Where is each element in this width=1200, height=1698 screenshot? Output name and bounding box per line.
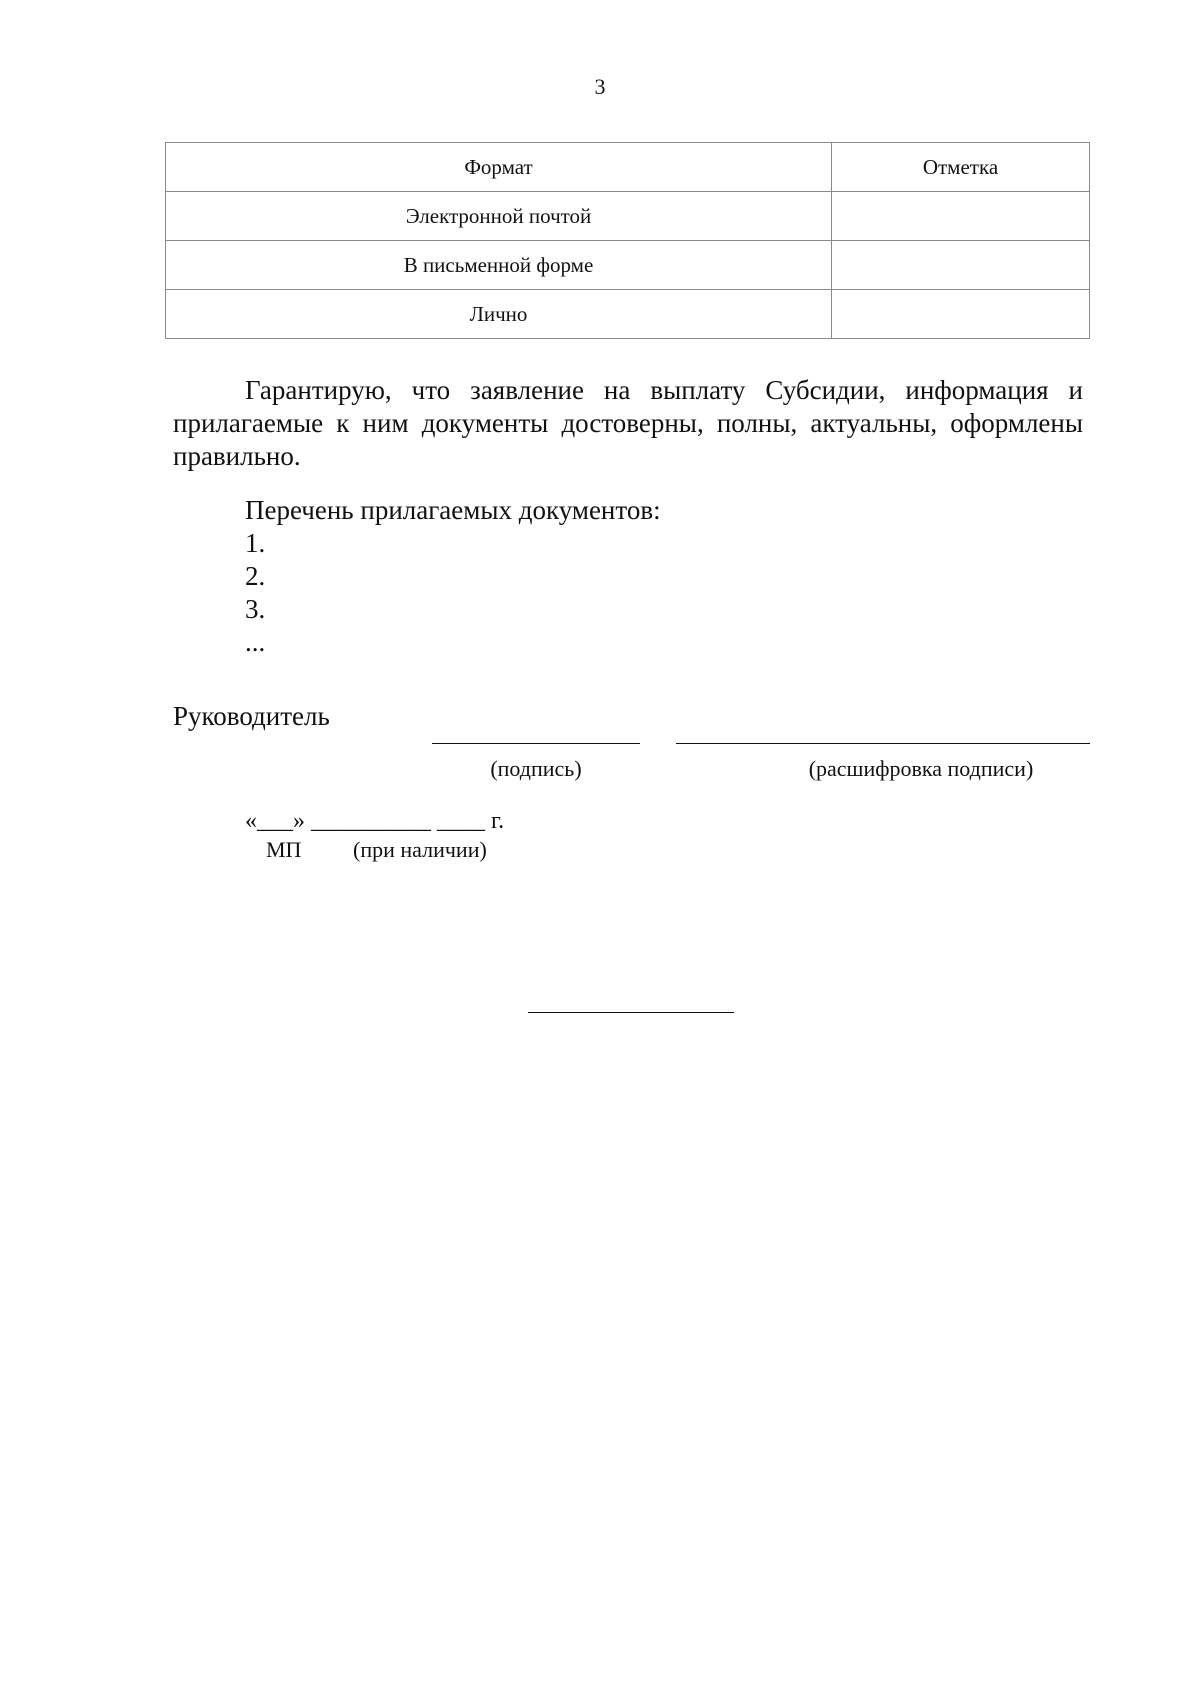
- list-item: 1.: [245, 528, 266, 558]
- table-cell-mark: [832, 241, 1090, 290]
- documents-list: [245, 494, 661, 659]
- signature-decoding-caption: (расшифровка подписи): [808, 756, 1034, 781]
- role-label: Руководитель: [173, 701, 330, 731]
- signature-decoding-line: [676, 743, 1090, 744]
- table-cell-mark: [832, 290, 1090, 339]
- table-cell-format: В письменной форме: [166, 241, 832, 290]
- table-row: [166, 290, 1090, 339]
- table-cell-mark: [832, 192, 1090, 241]
- table-header-mark: Отметка: [832, 143, 1090, 192]
- signature-line: [432, 743, 640, 744]
- table-row: [166, 241, 1090, 290]
- list-item: ...: [245, 627, 266, 657]
- table-cell-format: Лично: [166, 290, 832, 339]
- format-table: [165, 142, 1090, 339]
- date-line: «___» __________ ____ г.: [245, 808, 505, 834]
- end-divider: [528, 1012, 734, 1013]
- list-item: 3.: [245, 594, 266, 624]
- table-cell-format: Электронной почтой: [166, 192, 832, 241]
- stamp-label: МП: [266, 837, 302, 862]
- guarantee-paragraph: Гарантирую, что заявление на выплату Субсидии, информация и прилагаемые к ним документы достоверны, полны, актуальны, оформлены правильно.: [173, 375, 1083, 471]
- documents-heading: Перечень прилагаемых документов:: [245, 495, 661, 525]
- list-item: 2.: [245, 561, 266, 591]
- page-number: 3: [594, 74, 606, 99]
- signature-caption: (подпись): [490, 756, 582, 781]
- table-header-format: Формат: [166, 143, 832, 192]
- stamp-note: (при наличии): [353, 837, 487, 862]
- table-header-row: [166, 143, 1090, 192]
- table-row: [166, 192, 1090, 241]
